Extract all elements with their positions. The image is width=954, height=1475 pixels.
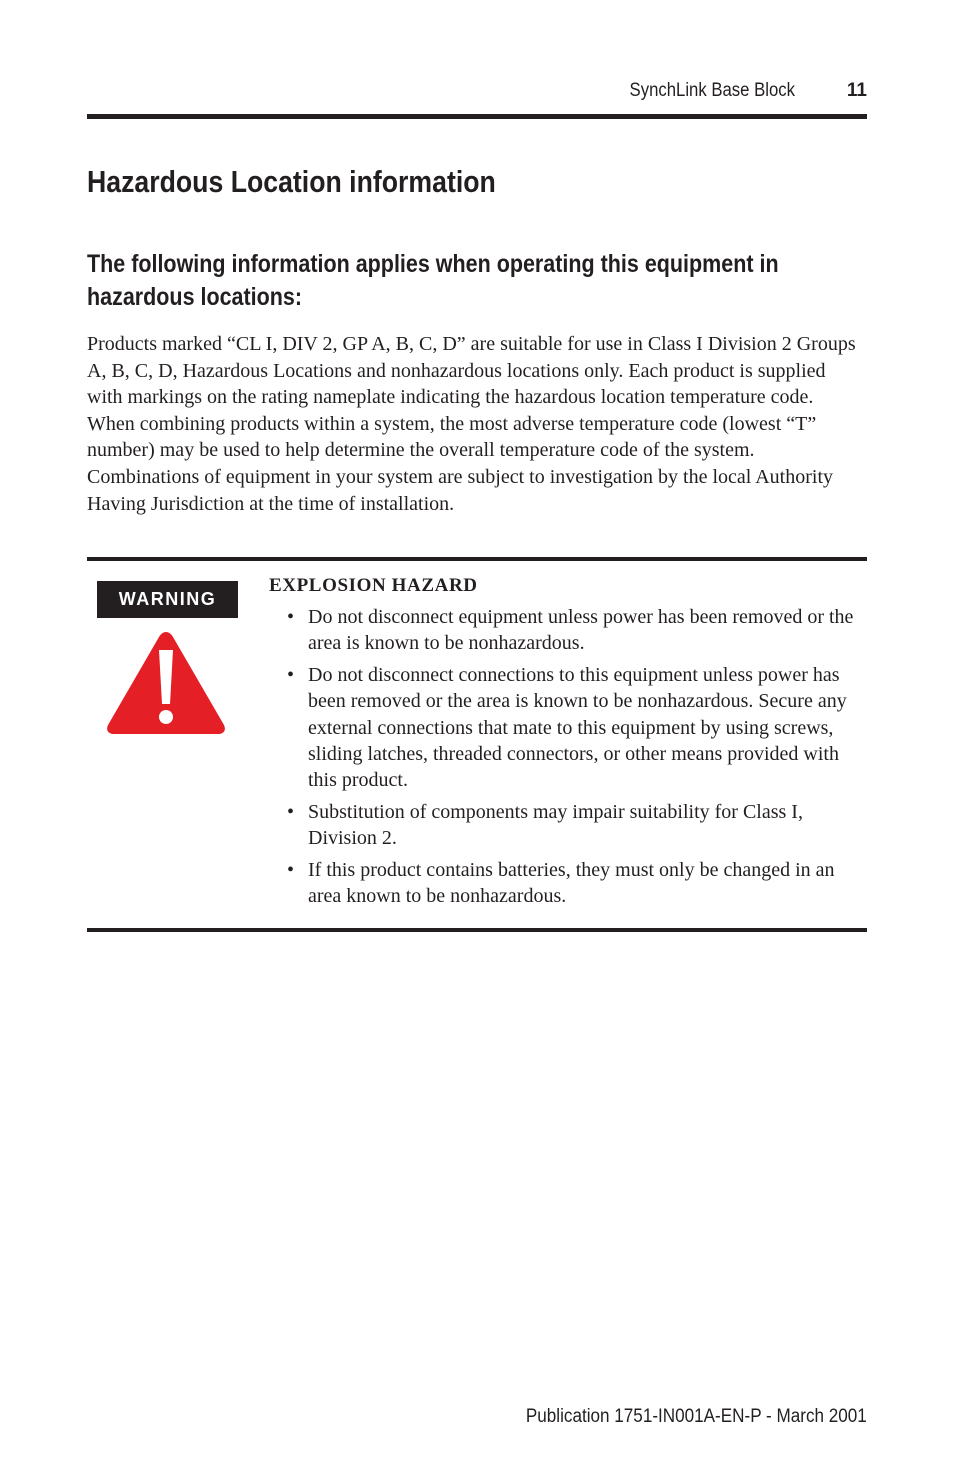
hazard-item [287, 604, 867, 657]
hazard-title: EXPLOSION HAZARD [269, 575, 478, 596]
hazard-item [287, 857, 867, 910]
warning-bottom-rule [87, 928, 867, 932]
hazard-item [287, 799, 867, 852]
page-number: 11 [846, 80, 867, 101]
warning-top-rule [87, 557, 867, 561]
header-rule [87, 114, 867, 119]
exclamation-dot [159, 710, 173, 724]
section-heading: The following information applies when operating this equipment in hazardous locations: [87, 250, 779, 311]
publication-footer: Publication 1751-IN001A-EN-P - March 2001 [526, 1406, 867, 1427]
bullet-icon: • [287, 606, 295, 628]
page-title: Hazardous Location information [87, 164, 496, 199]
bullet-icon: • [287, 663, 295, 686]
hazard-item-text: Substitution of components may impair suitability for Class I, Division 2. [308, 800, 803, 850]
warning-triangle-icon [104, 626, 228, 738]
running-title: SynchLink Base Block [629, 80, 795, 101]
page-header [87, 78, 867, 104]
body-paragraph: Products marked “CL I, DIV 2, GP A, B, C, D” are suitable for use in Class I Division 2 Groups A, B, C, D, Hazardous Locations and nonhazardous locations only. Each product is supplied with markings on the rating nameplate indicating the hazardous location temperature code. When combining products within a system, the most adverse temperature code (lowest “T” number) may be used to help determine the overall temperature code of the system. Combinations of equipment in your system are subject to investigation by the local Authority Having Jurisdiction at the time of installation. [87, 333, 856, 515]
bullet-icon: • [287, 858, 295, 881]
hazard-list [287, 604, 867, 914]
hazard-item [287, 662, 867, 794]
hazard-item-text: Do not disconnect connections to this equipment unless power has been removed or the area is known to be nonhazardous. Secure any external connections that mate to this equipment by using screws, sliding latches, threaded connectors, or other means provided with this product. [308, 663, 847, 792]
hazard-item-text: If this product contains batteries, they must only be changed in an area known to be nonhazardous. [308, 858, 835, 908]
warning-badge: WARNING [97, 581, 238, 618]
hazard-item-text: Do not disconnect equipment unless power has been removed or the area is known to be nonhazardous. [308, 606, 854, 655]
bullet-icon: • [287, 800, 295, 823]
